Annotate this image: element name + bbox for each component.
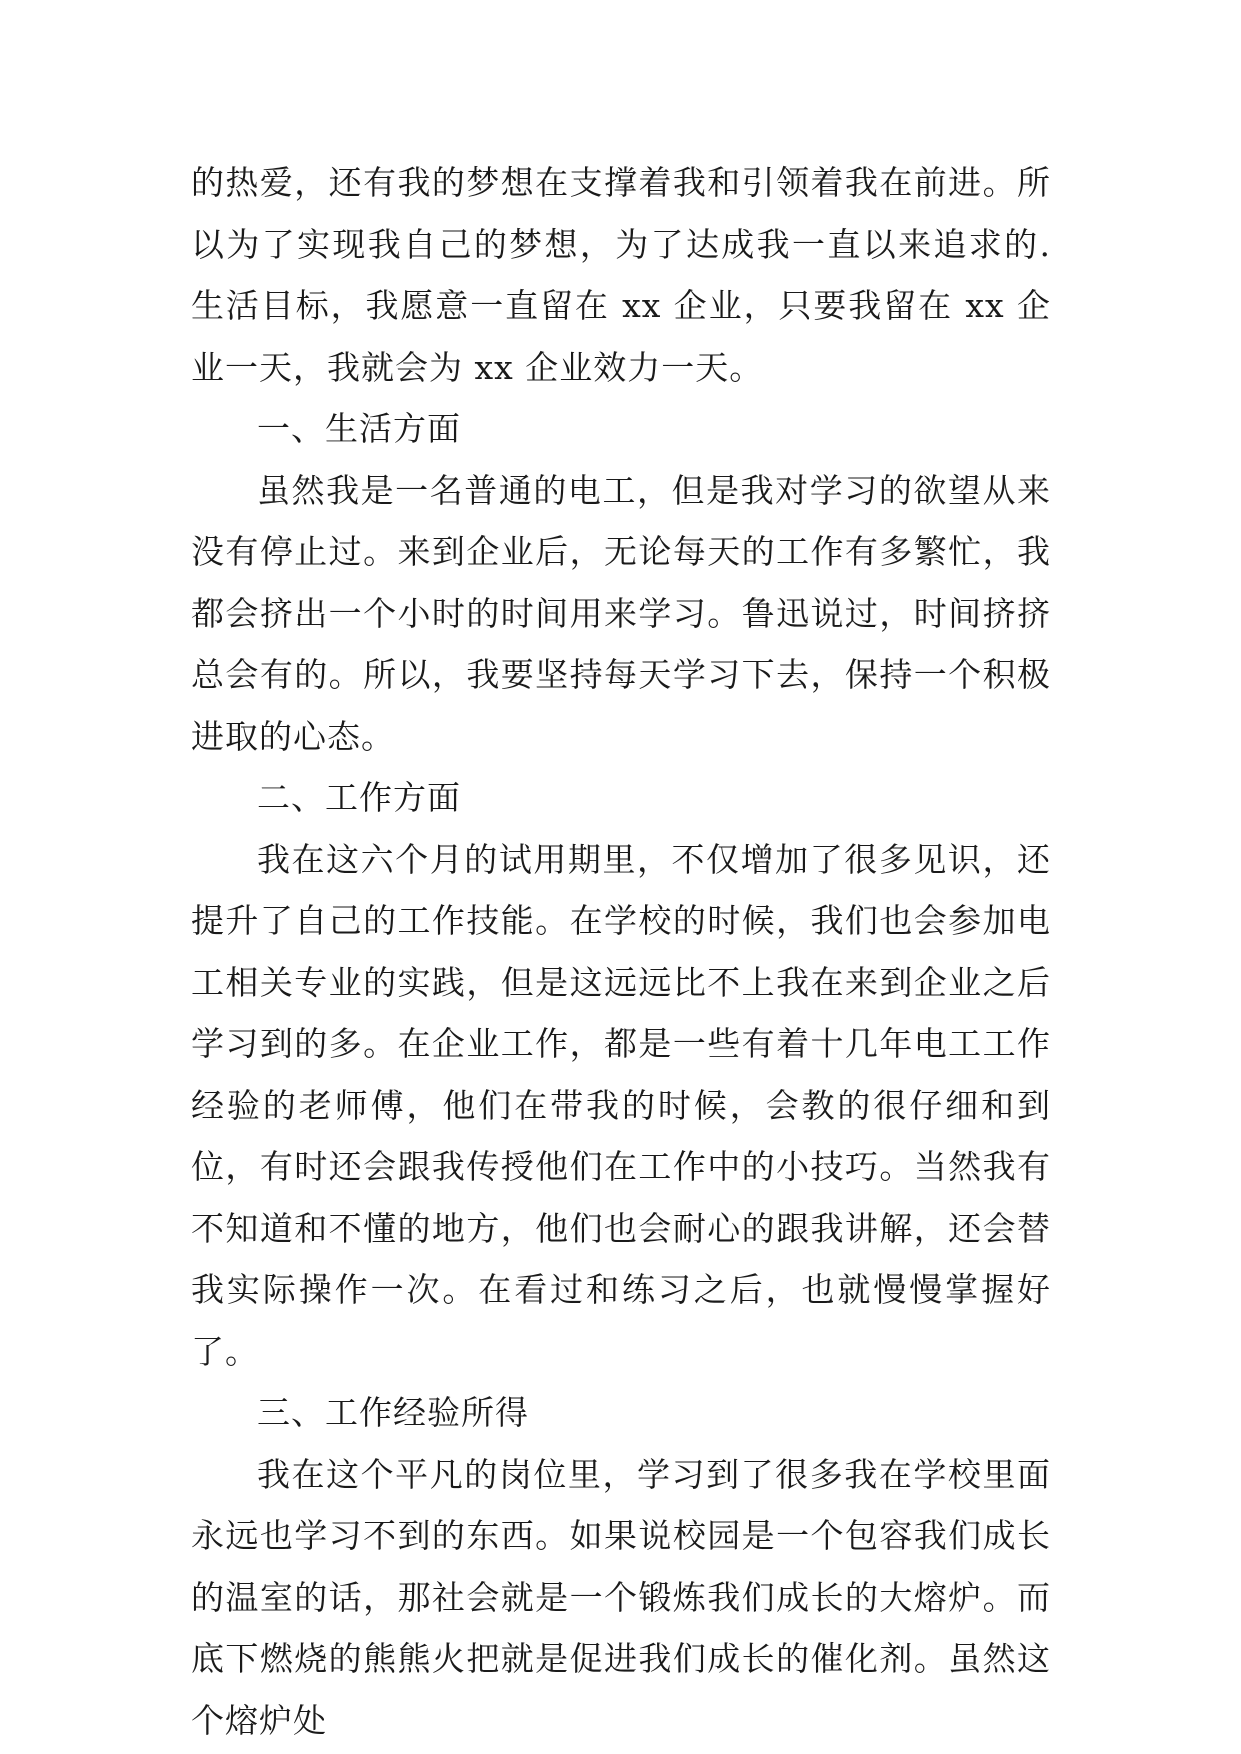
paragraph-experience: 我在这个平凡的岗位里，学习到了很多我在学校里面永远也学习不到的东西。如果说校园是一个包容我们成长的温室的话，那社会就是一个锻炼我们成长的大熔炉。而底下燃烧的熊熊火把就是促进我们成长的催化剂。虽然这个熔炉处 xyxy=(191,1454,1051,1740)
section-heading-work: 二、工作方面 xyxy=(257,778,461,817)
paragraph-life: 虽然我是一名普通的电工，但是我对学习的欲望从来没有停止过。来到企业后，无论每天的工作有多繁忙，我都会挤出一个小时的时间用来学习。鲁迅说过，时间挤挤总会有的。所以，我要坚持每天学习下去，保持一个积极进取的心态。 xyxy=(191,470,1051,756)
document-body xyxy=(191,152,1051,1751)
paragraph-work: 我在这六个月的试用期里，不仅增加了很多见识，还提升了自己的工作技能。在学校的时候，我们也会参加电工相关专业的实践，但是这远远比不上我在来到企业之后学习到的多。在企业工作，都是一些有着十几年电工工作经验的老师傅，他们在带我的时候，会教的很仔细和到位，有时还会跟我传授他们在工作中的小技巧。当然我有不知道和不懂的地方，他们也会耐心的跟我讲解，还会替我实际操作一次。在看过和练习之后，也就慢慢掌握好了。 xyxy=(191,839,1051,1371)
paragraph-continuation: 的热爱，还有我的梦想在支撑着我和引领着我在前进。所以为了实现我自己的梦想，为了达成我一直以来追求的.生活目标，我愿意一直留在 xx 企业，只要我留在 xx 企业一天，我就会为 xx 企业效力一天。 xyxy=(191,163,1051,387)
section-heading-experience: 三、工作经验所得 xyxy=(257,1393,529,1432)
section-heading-life: 一、生活方面 xyxy=(257,409,461,448)
